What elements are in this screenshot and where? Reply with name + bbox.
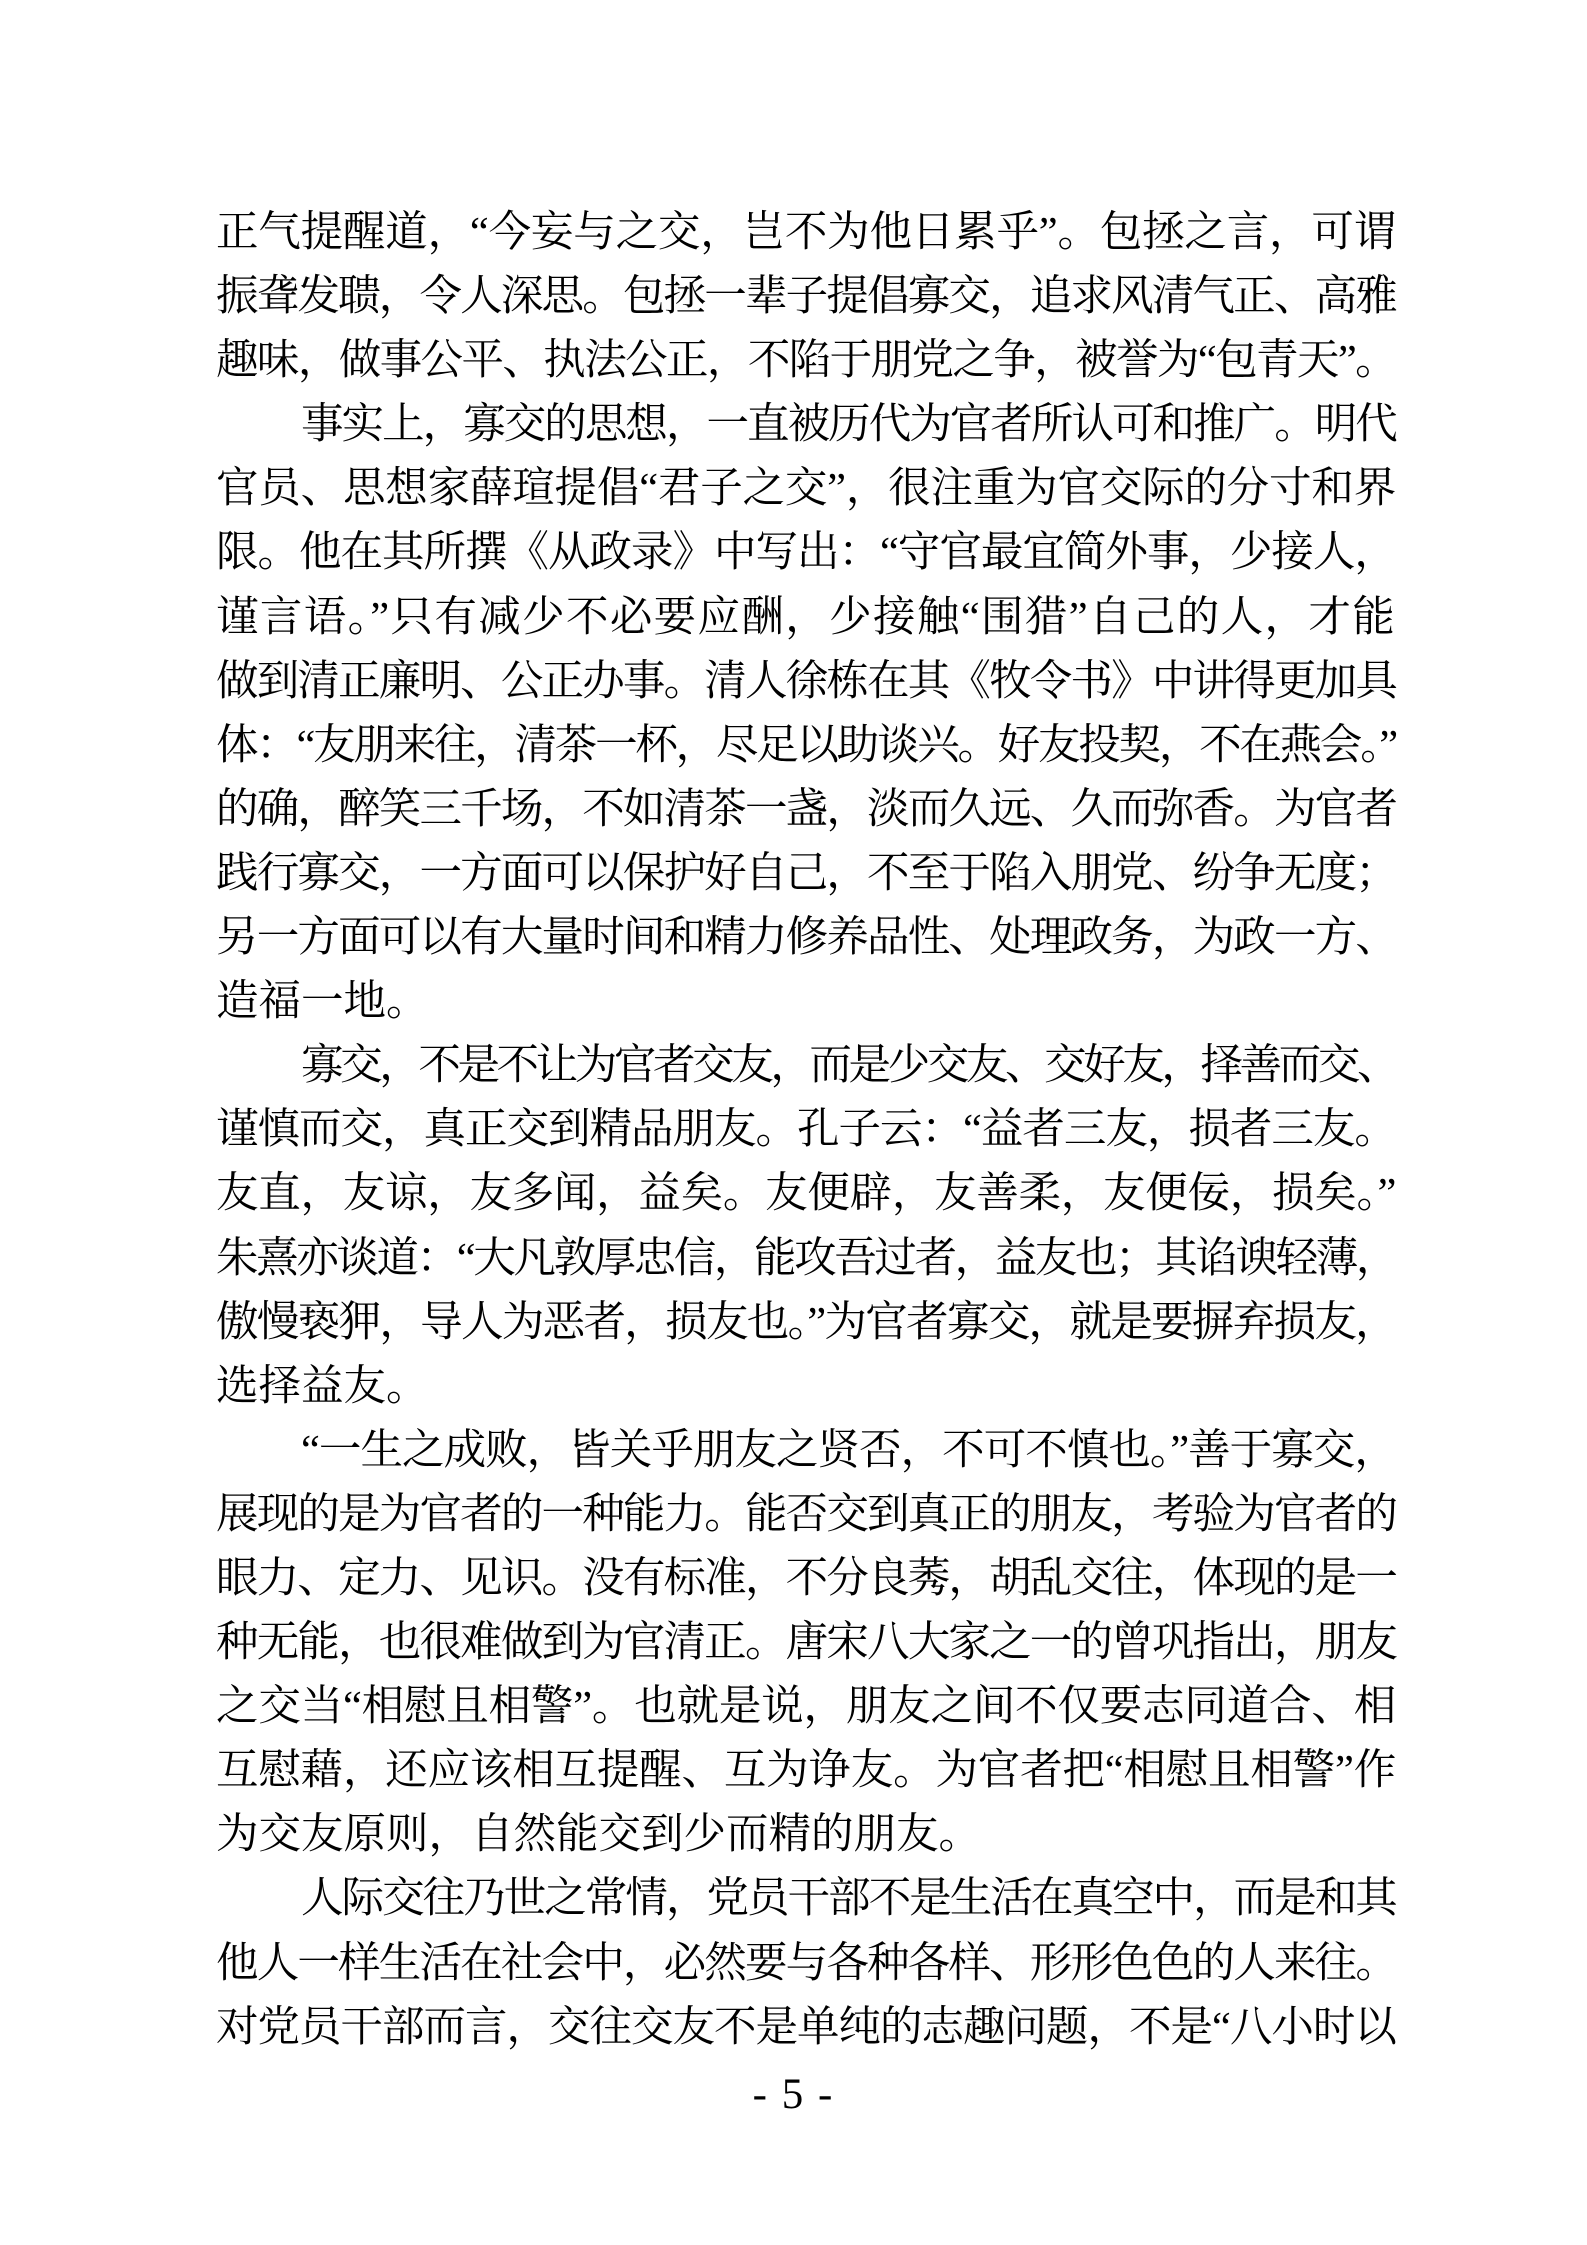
text-line-content: 谨言语。”只有减少不必要应酬，少接触“围猎”自己的人，才能 bbox=[216, 593, 1397, 641]
text-line-content: 振聋发聩，令人深思。包拯一辈子提倡寡交，追求风清气正、高雅 bbox=[216, 273, 1397, 321]
text-line-content: 正气提醒道，“今妄与之交，岂不为他日累乎”。包拯之言，可谓 bbox=[216, 209, 1397, 256]
text-line bbox=[216, 265, 1396, 329]
text-line-content: 寡交，不是不让为官者交友，而是少交友、交好友，择善而交、 bbox=[301, 1042, 1397, 1090]
text-line-content: 的确，醉笑三千场，不如清茶一盏，淡而久远、久而弥香。为官者 bbox=[216, 785, 1397, 833]
text-line bbox=[216, 329, 1396, 393]
text-line-content: 谨慎而交，真正交到精品朋友。孔子云：“益者三友，损者三友。 bbox=[216, 1106, 1396, 1154]
text-line-content: “一生之成败，皆关乎朋友之贤否，不可不慎也。”善于寡交， bbox=[301, 1426, 1396, 1474]
text-line bbox=[216, 650, 1396, 714]
text-line-content: 对党员干部而言，交往交友不是单纯的志趣问题，不是“八小时以 bbox=[216, 2003, 1396, 2051]
text-line bbox=[216, 1355, 1396, 1419]
text-line bbox=[216, 393, 1396, 457]
text-line bbox=[216, 906, 1396, 970]
text-line-content: 践行寡交，一方面可以保护好自己，不至于陷入朋党、纷争无度； bbox=[216, 849, 1397, 897]
text-line-content: 为交友原则，自然能交到少而精的朋友。 bbox=[216, 1811, 982, 1859]
text-line-content: 体：“友朋来往，清茶一杯，尽足以助谈兴。好友投契，不在燕会。” bbox=[216, 721, 1396, 769]
text-line-content: 眼力、定力、见识。没有标准，不分良莠，胡乱交往，体现的是一 bbox=[216, 1554, 1397, 1602]
text-line-content: 事实上，寡交的思想，一直被历代为官者所认可和推广。明代 bbox=[301, 401, 1396, 449]
text-line bbox=[216, 1996, 1396, 2060]
text-line bbox=[216, 1932, 1396, 1996]
text-line-content: 另一方面可以有大量时间和精力修养品性、处理政务，为政一方、 bbox=[216, 914, 1397, 962]
text-line bbox=[216, 1867, 1396, 1931]
text-line-content: 互慰藉，还应该相互提醒、互为诤友。为官者把“相慰且相警”作 bbox=[216, 1747, 1397, 1795]
text-line-content: 官员、思想家薛瑄提倡“君子之交”，很注重为官交际的分寸和界 bbox=[216, 465, 1397, 513]
page-number: - 5 - bbox=[752, 2071, 835, 2118]
text-line-content: 做到清正廉明、公正办事。清人徐栋在其《牧令书》中讲得更加具 bbox=[216, 657, 1397, 705]
text-line-content: 种无能，也很难做到为官清正。唐宋八大家之一的曾巩指出，朋友 bbox=[216, 1619, 1397, 1667]
text-line bbox=[216, 778, 1396, 842]
text-line-content: 选择益友。 bbox=[216, 1362, 429, 1410]
text-line bbox=[216, 1162, 1396, 1226]
text-line-content: 朱熹亦谈道：“大凡敦厚忠信，能攻吾过者，益友也；其谄谀轻薄， bbox=[216, 1234, 1396, 1282]
text-line-content: 人际交往乃世之常情，党员干部不是生活在真空中，而是和其 bbox=[301, 1875, 1396, 1923]
text-line bbox=[216, 1803, 1396, 1867]
text-line bbox=[216, 1611, 1396, 1675]
text-line bbox=[216, 1034, 1396, 1098]
text-line bbox=[216, 1227, 1396, 1291]
text-line-content: 傲慢亵狎，导人为恶者，损友也。”为官者寡交，就是要摒弃损友， bbox=[216, 1298, 1397, 1346]
text-line-content: 限。他在其所撰《从政录》中写出：“守官最宜简外事，少接人， bbox=[216, 529, 1396, 577]
text-line bbox=[216, 970, 1396, 1034]
text-line-content: 展现的是为官者的一种能力。能否交到真正的朋友，考验为官者的 bbox=[216, 1490, 1397, 1538]
text-line-content: 造福一地。 bbox=[216, 978, 429, 1026]
text-line bbox=[216, 586, 1396, 650]
text-line-content: 友直，友谅，友多闻，益矣。友便辟，友善柔，友便佞，损矣。” bbox=[216, 1170, 1397, 1218]
text-line bbox=[216, 457, 1396, 521]
document-body bbox=[216, 201, 1396, 2060]
text-line bbox=[216, 714, 1396, 778]
text-line bbox=[216, 1483, 1396, 1547]
text-line bbox=[216, 1547, 1396, 1611]
text-line bbox=[216, 1291, 1396, 1355]
text-line bbox=[216, 521, 1396, 585]
text-line-content: 之交当“相慰且相警”。也就是说，朋友之间不仅要志同道合、相 bbox=[216, 1683, 1397, 1731]
text-line bbox=[216, 1419, 1396, 1483]
text-line bbox=[216, 1739, 1396, 1803]
text-line-content: 趣味，做事公平、执法公正，不陷于朋党之争，被誉为“包青天”。 bbox=[216, 337, 1397, 385]
text-line-content: 他人一样生活在社会中，必然要与各种各样、形形色色的人来往。 bbox=[216, 1939, 1397, 1987]
text-line bbox=[216, 842, 1396, 906]
text-line bbox=[216, 201, 1396, 265]
text-line bbox=[216, 1675, 1396, 1739]
text-line bbox=[216, 1098, 1396, 1162]
